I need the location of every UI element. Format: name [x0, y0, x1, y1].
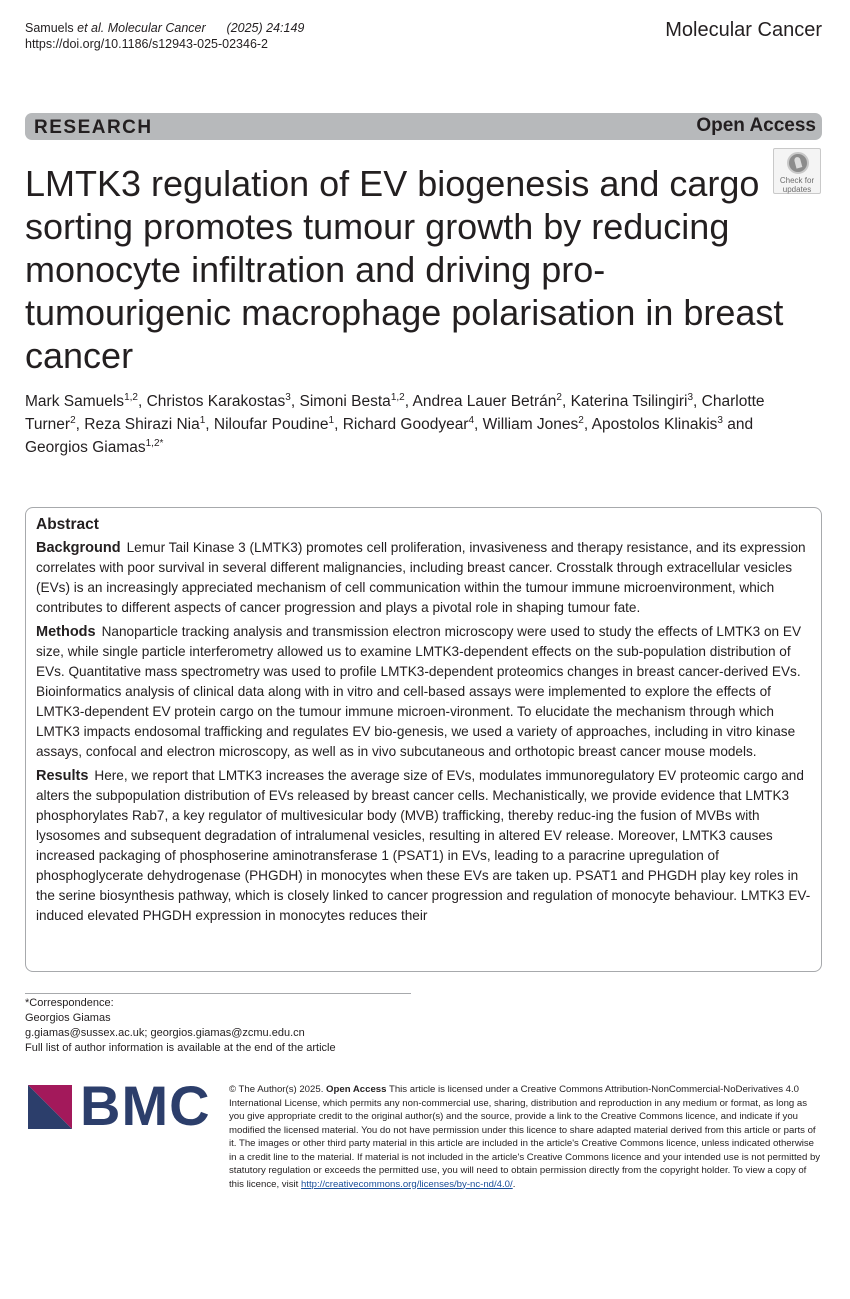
correspondence-footnote [25, 996, 336, 1056]
author-name: Apostolos Klinakis [591, 416, 718, 433]
background-text: Lemur Tail Kinase 3 (LMTK3) promotes cell proliferation, invasiveness and therapy resistance, and its expression correlates with poor survival in several different malignancies, including breast cancer. Crosstalk through extracellular vesicles (EVs) is an increasingly appreciated mechanism of cell communication within the tumour immune microenvironment, which contributes to different aspects of cancer progression and plays a pivotal role in shaping tumour fate. [36, 540, 806, 615]
bmc-logo-icon [28, 1085, 72, 1129]
license-open-access: Open Access [326, 1084, 387, 1095]
author-name: Mark Samuels [25, 393, 125, 410]
license-text: This article is licensed under a Creative Commons Attribution-NonCommercial-NoDerivatives 4.0 International License, which permits any non-commercial use, sharing, distribution and reproduction in any medium or format, as long as you give appropriate credit to the original author(s) and the source, provide a link to the Creative Commons licence, and indicate if you modified the licensed material. You do not have permission under this licence to share adapted material derived from this article or parts of it. The images or other third party material in this article are included in the article's Creative Commons licence, unless indicated otherwise in a credit line to the material. If material is not included in the article's Creative Commons licence and your intended use is not permitted by statutory regulation or exceeds the permitted use, you will need to obtain permission directly from the copyright holder. To view a copy of this licence, visit [229, 1084, 821, 1190]
correspondence-label: *Correspondence: [25, 997, 114, 1009]
citation-journal: Molecular Cancer [107, 21, 206, 35]
abstract-results [36, 766, 811, 926]
author-name: Andrea Lauer Betrán [412, 393, 557, 410]
author-item [25, 439, 163, 456]
results-label: Results [36, 768, 89, 784]
author-item [147, 393, 291, 410]
author-item [84, 416, 205, 433]
author-affiliation: 1 [199, 414, 206, 426]
open-access-label: Open Access [696, 115, 816, 136]
author-item [571, 393, 693, 410]
abstract-methods [36, 622, 811, 762]
author-affiliation: 1,2* [145, 437, 164, 449]
abstract-heading: Abstract [36, 516, 99, 533]
author-item [214, 416, 334, 433]
author-affiliation: 2 [578, 414, 584, 426]
author-name: Reza Shirazi Nia [84, 416, 200, 433]
author-item [343, 416, 474, 433]
abstract-background [36, 538, 811, 618]
license-statement [229, 1083, 823, 1191]
author-name: Richard Goodyear [342, 416, 469, 433]
footnote-divider [25, 993, 411, 994]
abstract-box [25, 507, 822, 972]
citation-et-al: et al. [77, 21, 105, 35]
background-label: Background [36, 540, 121, 556]
author-name: Charlotte Turner [25, 393, 765, 433]
article-type-banner [25, 113, 822, 140]
author-name: William Jones [482, 416, 579, 433]
bookmark-icon [787, 152, 809, 174]
author-item [483, 416, 584, 433]
bmc-logo-text: BMC [80, 1074, 211, 1137]
methods-text: Nanoparticle tracking analysis and transmission electron microscopy were used to study the effects of LMTK3 on EV size, while single particle interferometry allowed us to examine LMTK3-dependent effects on the sub-population distribution of EVs. Quantitative mass spectrometry was used to profile LMTK3-dependent proteomics changes in breast cancer-derived EVs. Bioinformatics analysis of clinical data along with in vitro and cell-based assays were implemented to explore the effects of LMTK3-dependent EV protein cargo on the tumour immune microen-vironment. To elucidate the mechanism through which LMTK3 impacts endosomal trafficking and regulates EV bio-genesis, we used a variety of approaches, including in vitro kinase assays, confocal and electron microscopy, as well as in vivo subcutaneous and orthotopic breast cancer mouse models. [36, 624, 802, 759]
check-updates-label: Check for updates [779, 176, 815, 194]
journal-name: Molecular Cancer [665, 19, 822, 41]
bmc-logo [28, 1074, 211, 1137]
correspondence-name: Georgios Giamas [25, 1012, 111, 1024]
author-list: Mark Samuels$^{1,2}$, Christos Karakostas$^3$, Simoni Besta$^{1,2}$, Andrea Lauer Betrán$^2$, Katerina Tsilingiri$^3$, Charlotte Turner$^2$, Reza Shirazi Nia$^1$, Niloufar Poudine$^1$, Richard Goodyear$^4$, William Jones$^2$, Apostolos Klinakis$^3$ and Georgios Giamas$^{1,2*}$ [25, 391, 765, 456]
author-item [299, 393, 404, 410]
article-type-label: RESEARCH [34, 117, 153, 138]
citation-year-volume: (2025) 24:149 [226, 21, 305, 35]
author-affiliation: 3 [717, 414, 723, 426]
running-header [25, 20, 304, 52]
author-name: Simoni Besta [299, 393, 391, 410]
results-text: Here, we report that LMTK3 increases the average size of EVs, modulates immunoregulatory EV proteomic cargo and alters the subpopulation distribution of EVs released by breast cancer cells. Mechanistically, we provide evidence that LMTK3 phosphorylates Rab7, a key regulator of multivesicular body (MVB) trafficking, thereby reduc-ing the fusion of MVBs with lysosomes and subsequent degradation of intralumenal vesicles, resulting in altered EV release. Moreover, LMTK3 causes increased packaging of phosphoserine aminotransferase 1 (PSAT1) in EVs, leading to a paracrine upregulation of phosphoglycerate dehydrogenase (PHGDH) in monocytes when these EVs are taken up. PSAT1 and PHGDH play key roles in the serine biosynthesis pathway, which is closely linked to cancer progression and regulation of monocyte behaviour. LMTK3 EV-induced elevated PHGDH expression in monocytes reduces their [36, 768, 811, 923]
author-name: Katerina Tsilingiri [570, 393, 688, 410]
license-link[interactable]: http://creativecommons.org/licenses/by-nc-nd/4.0/ [300, 1178, 513, 1190]
author-name: Christos Karakostas [146, 393, 286, 410]
citation-author: Samuels [25, 21, 74, 35]
author-item [25, 393, 138, 410]
author-item [412, 393, 561, 410]
license-suffix: . [512, 1178, 516, 1190]
author-affiliation: 1,2 [390, 391, 405, 403]
author-name: Niloufar Poudine [213, 416, 329, 433]
citation-line [25, 20, 304, 36]
author-affiliation: 3 [285, 391, 291, 403]
license-copyright: © The Author(s) 2025. [229, 1084, 324, 1095]
author-affiliation: 2 [70, 414, 76, 426]
doi-link[interactable]: https://doi.org/10.1186/s12943-025-02346-2 [25, 37, 269, 51]
author-affiliation: 2 [556, 391, 562, 403]
methods-label: Methods [36, 624, 96, 640]
author-info-note: Full list of author information is available at the end of the article [25, 1042, 336, 1054]
author-affiliation: 3 [687, 391, 694, 403]
correspondence-emails[interactable]: g.giamas@sussex.ac.uk; georgios.giamas@zcmu.edu.cn [25, 1027, 305, 1039]
author-affiliation: 1,2 [124, 391, 138, 403]
author-item [592, 416, 723, 433]
author-affiliation: 1 [328, 414, 335, 426]
author-affiliation: 4 [468, 414, 475, 426]
author-name: Georgios Giamas [25, 439, 146, 456]
article-title: LMTK3 regulation of EV biogenesis and cargo sorting promotes tumour growth by reducing monocyte infiltration and driving pro-tumourigenic macrophage polarisation in breast cancer [25, 163, 784, 376]
